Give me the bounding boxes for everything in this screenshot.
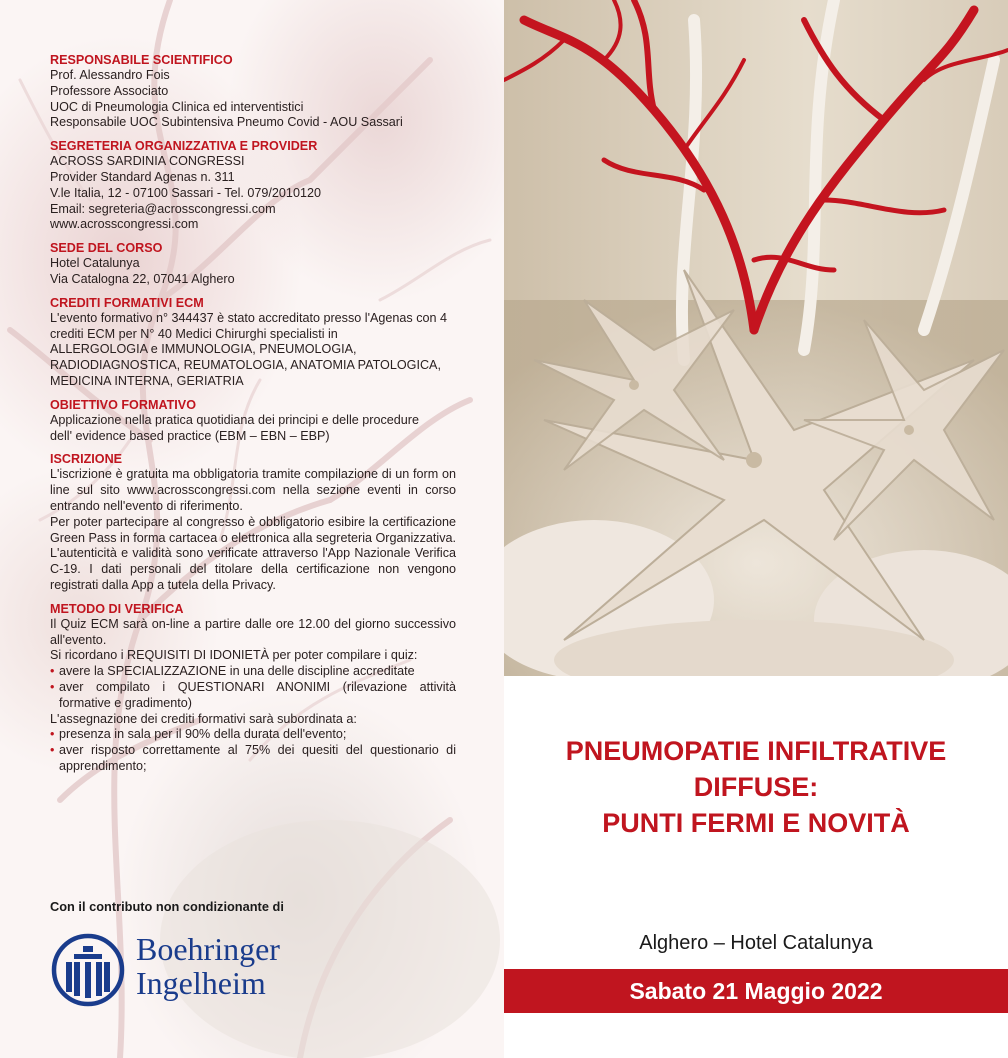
info-line: RADIODIAGNOSTICA, REUMATOLOGIA, ANATOMIA PATOLOGICA, — [50, 358, 441, 373]
website-link[interactable]: www.acrosscongressi.com — [50, 217, 199, 232]
info-text — [50, 52, 456, 782]
section-segreteria — [50, 138, 456, 233]
sponsor-name-line2: Ingelheim — [136, 965, 266, 1001]
section-verifica — [50, 601, 456, 775]
event-title-line: PUNTI FERMI E NOVITÀ — [602, 808, 910, 838]
section-title: SEDE DEL CORSO — [50, 241, 163, 256]
section-title: SEGRETERIA ORGANIZZATIVA E PROVIDER — [50, 139, 318, 154]
info-line: Hotel Catalunya — [50, 256, 140, 271]
info-line: MEDICINA INTERNA, GERIATRIA — [50, 373, 244, 388]
sponsor-name-line1: Boehringer — [136, 931, 280, 967]
info-line: V.le Italia, 12 - 07100 Sassari - Tel. 079/2010120 — [50, 185, 321, 200]
starfish-coral-photo — [504, 0, 1008, 676]
section-responsabile — [50, 52, 456, 131]
event-date: Sabato 21 Maggio 2022 — [504, 969, 1008, 1013]
info-line: L'evento formativo n° 344437 è stato accreditato presso l'Agenas con 4 — [50, 310, 447, 325]
paragraph: Il Quiz ECM sarà on-line a partire dalle ore 12.00 del giorno successivo all'evento. — [50, 616, 456, 647]
info-line: Provider Standard Agenas n. 311 — [50, 169, 235, 184]
info-line: Via Catalogna 22, 07041 Alghero — [50, 271, 235, 286]
list-item: • aver compilato i QUESTIONARI ANONIMI (rilevazione attività formative e gradimento) — [50, 680, 456, 712]
list-item: • aver risposto correttamente al 75% dei quesiti del questionario di apprendimento; — [50, 743, 456, 775]
info-line: Professore Associato — [50, 83, 169, 98]
section-title: CREDITI FORMATIVI ECM — [50, 295, 204, 310]
section-title: OBIETTIVO FORMATIVO — [50, 397, 196, 412]
boehringer-emblem-icon — [50, 932, 126, 1008]
info-line: UOC di Pneumologia Clinica ed interventistici — [50, 99, 304, 114]
paragraph: Per poter partecipare al congresso è obbligatorio esibire la certificazione Green Pass in forma cartacea o elettronica alla segreteria Organizzativa. L'autenticità e validità sono verificate attraverso l'App Nazionale Verifica C-19. I dati personali del titolare della certificazione non vengono registrati dalla App a tutela della Privacy. — [50, 514, 456, 592]
event-title — [504, 733, 1008, 841]
sponsor-caption: Con il contributo non condizionante di — [50, 899, 284, 914]
paragraph: Si ricordano i REQUISITI DI IDONIETÀ per poter compilare i quiz: — [50, 648, 418, 663]
section-title: RESPONSABILE SCIENTIFICO — [50, 53, 233, 67]
paragraph: L'iscrizione è gratuita ma obbligatoria tramite compilazione di un form on line sul sito www.acrosscongressi.com nella sezione eventi in corso entrando nell'evento di riferimento. — [50, 467, 456, 513]
sponsor-logo — [50, 930, 320, 1010]
info-line: Applicazione nella pratica quotidiana dei principi e delle procedure — [50, 412, 419, 427]
event-title-line: PNEUMOPATIE INFILTRATIVE — [565, 736, 947, 766]
cover-panel — [504, 0, 1008, 1058]
info-line: dell' evidence based practice (EBM – EBN – EBP) — [50, 428, 330, 443]
paragraph: L'assegnazione dei crediti formativi sarà subordinata a: — [50, 711, 357, 726]
list-item: • presenza in sala per il 90% della durata dell'evento; — [50, 727, 456, 743]
info-line: ALLERGOLOGIA e IMMUNOLOGIA, PNEUMOLOGIA, — [50, 342, 357, 357]
info-line: Responsabile UOC Subintensiva Pneumo Covid - AOU Sassari — [50, 115, 403, 130]
section-title: METODO DI VERIFICA — [50, 601, 184, 616]
event-title-line: DIFFUSE: — [693, 772, 819, 802]
section-crediti — [50, 295, 456, 390]
section-title: ISCRIZIONE — [50, 452, 123, 467]
info-line: ACROSS SARDINIA CONGRESSI — [50, 154, 245, 169]
email-link[interactable]: Email: segreteria@acrosscongressi.com — [50, 201, 276, 216]
section-iscrizione — [50, 451, 456, 593]
info-line: Prof. Alessandro Fois — [50, 68, 170, 82]
sponsor-name — [136, 932, 280, 1000]
section-obiettivo — [50, 397, 456, 445]
list-item: • avere la SPECIALIZZAZIONE in una delle discipline accreditate — [50, 664, 456, 680]
section-sede — [50, 240, 456, 288]
event-location: Alghero – Hotel Catalunya — [639, 932, 873, 954]
info-line: crediti ECM per N° 40 Medici Chirurghi specialisti in — [50, 326, 338, 341]
starfish-coral-image — [504, 0, 1008, 676]
